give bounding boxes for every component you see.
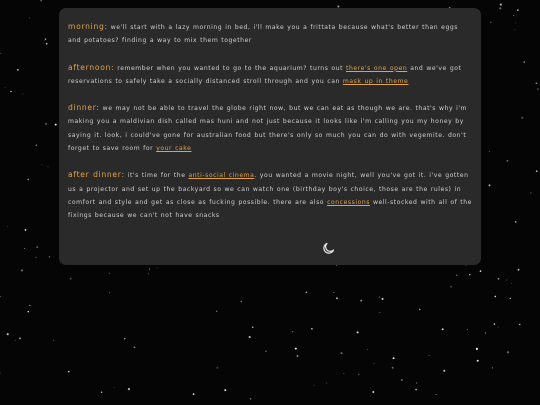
star: [537, 88, 539, 90]
section-text: remember when you wanted to go to the aquarium? turns out: [114, 64, 347, 72]
star: [467, 329, 468, 330]
star: [42, 164, 43, 165]
star: [0, 372, 1, 373]
star: [530, 192, 531, 193]
star: [469, 274, 470, 275]
mask-link[interactable]: mask up in theme: [342, 77, 409, 85]
star: [507, 160, 509, 162]
star: [53, 340, 54, 341]
aquarium-link[interactable]: there's one open: [346, 64, 408, 72]
section-text: we may not be able to travel the globe right now, but we can eat as though we are. that's why i'm making you a maldivian dish called mas huni and not just because it looks like i'm calling you my honey by saying it. look, i could've gone for australian food but there's only so much you can do with vegemite. don't forget to save room for: [68, 105, 468, 153]
star: [24, 248, 25, 249]
star: [25, 229, 27, 231]
star: [128, 388, 130, 390]
star: [19, 337, 21, 339]
star: [17, 69, 19, 71]
star: [519, 324, 521, 326]
star: [358, 374, 359, 375]
section-text: well-stocked with all of the fixings because we can't not have snacks: [68, 198, 472, 220]
star: [21, 269, 23, 271]
star: [392, 367, 394, 369]
star: [27, 179, 29, 181]
star: [45, 38, 46, 39]
star: [480, 270, 482, 272]
star: [477, 360, 479, 362]
star: [456, 275, 458, 277]
star: [7, 333, 9, 335]
star: [515, 29, 516, 30]
star: [450, 286, 452, 288]
star: [216, 367, 218, 369]
star: [340, 352, 342, 354]
star: [515, 221, 517, 223]
star: [521, 117, 523, 119]
star: [489, 184, 491, 186]
star: [429, 355, 430, 356]
star: [492, 367, 493, 368]
star: [393, 355, 394, 356]
star: [27, 311, 29, 313]
star: [249, 336, 251, 338]
section-label: dinner:: [68, 103, 100, 113]
star: [45, 123, 47, 125]
star: [490, 22, 491, 23]
star: [250, 398, 251, 399]
moon-icon[interactable]: [321, 241, 336, 256]
star: [523, 61, 524, 62]
star: [149, 269, 150, 270]
star: [536, 170, 538, 172]
star: [498, 278, 500, 280]
star: [485, 332, 486, 333]
itinerary-sections: [68, 20, 472, 223]
star: [43, 43, 44, 44]
star: [49, 256, 50, 257]
star: [134, 346, 136, 348]
star: [344, 373, 345, 374]
section-label: after dinner:: [68, 170, 125, 180]
itinerary-card: [59, 8, 481, 265]
section-text: it's time for the: [124, 172, 189, 180]
section-text: we'll start with a lazy morning in bed, i'll make you a frittata because what's better than eggs and potatoes? finding a way to mix them together: [68, 24, 459, 45]
star: [314, 385, 315, 386]
star: [419, 309, 420, 310]
star: [393, 357, 395, 359]
star: [536, 82, 538, 84]
star: [498, 327, 499, 328]
star: [15, 340, 16, 341]
star: [336, 297, 338, 299]
section-paragraph: [68, 61, 472, 89]
star: [101, 392, 103, 394]
star: [515, 23, 516, 24]
star: [148, 273, 149, 274]
star: [513, 15, 514, 16]
star: [295, 348, 297, 350]
star: [443, 370, 445, 372]
star: [336, 265, 337, 266]
section-label: morning:: [68, 22, 108, 31]
star: [372, 391, 374, 393]
cinema-link[interactable]: anti-social cinema: [188, 172, 255, 180]
star: [311, 328, 313, 330]
star: [416, 382, 417, 383]
star: [517, 9, 519, 11]
star: [8, 227, 9, 228]
star: [401, 379, 403, 381]
star: [35, 257, 36, 258]
section-paragraph: [68, 101, 472, 155]
star: [193, 393, 195, 395]
star: [48, 167, 49, 168]
star: [499, 7, 501, 9]
star: [476, 348, 478, 350]
star: [518, 269, 520, 271]
cake-link[interactable]: your cake: [156, 145, 192, 153]
star: [379, 312, 380, 313]
star: [109, 292, 110, 293]
star: [29, 18, 30, 19]
star: [10, 91, 11, 92]
star: [29, 305, 30, 306]
star: [114, 387, 115, 388]
star: [494, 323, 496, 325]
star: [415, 389, 417, 391]
star: [381, 298, 383, 300]
star: [23, 93, 24, 94]
star: [216, 311, 217, 312]
star: [391, 363, 392, 364]
section-paragraph: [68, 20, 472, 48]
section-text: and we've got reservations to safely take a socially distanced stroll through and you can: [68, 64, 462, 85]
section-text: . you wanted a movie night, well you've got it. i've gotten us a projector and set up the backyard so we can watch one (birthday boy's choice, those are the rules) in comfort and style and get as close as fucking possible. there are also: [68, 172, 469, 206]
star: [374, 363, 375, 364]
star: [357, 331, 359, 333]
star: [109, 273, 110, 274]
star: [442, 328, 444, 330]
concessions-link[interactable]: concessions: [327, 198, 370, 206]
section-paragraph: [68, 168, 472, 222]
star: [44, 40, 45, 41]
star: [55, 124, 57, 126]
star: [40, 0, 42, 1]
star: [265, 350, 267, 352]
star: [333, 292, 334, 293]
star: [367, 349, 368, 350]
star: [157, 268, 158, 269]
star: [36, 145, 37, 146]
star: [124, 338, 125, 339]
star: [252, 326, 254, 328]
star: [360, 300, 362, 302]
star: [46, 43, 48, 45]
star: [489, 151, 490, 152]
star: [0, 296, 1, 297]
star: [507, 351, 509, 353]
star: [68, 371, 70, 373]
star: [240, 301, 242, 303]
star: [510, 298, 511, 299]
star: [224, 389, 226, 391]
star: [500, 4, 502, 6]
section-label: afternoon:: [68, 62, 115, 72]
star: [379, 296, 381, 298]
star: [436, 394, 437, 395]
star: [70, 278, 72, 280]
star: [297, 355, 299, 357]
star: [36, 246, 38, 248]
star: [292, 331, 293, 332]
star: [5, 87, 6, 88]
star: [326, 383, 327, 384]
star: [306, 291, 308, 293]
star: [494, 296, 496, 298]
star: [0, 53, 1, 54]
star: [506, 280, 507, 281]
star: [511, 283, 512, 284]
